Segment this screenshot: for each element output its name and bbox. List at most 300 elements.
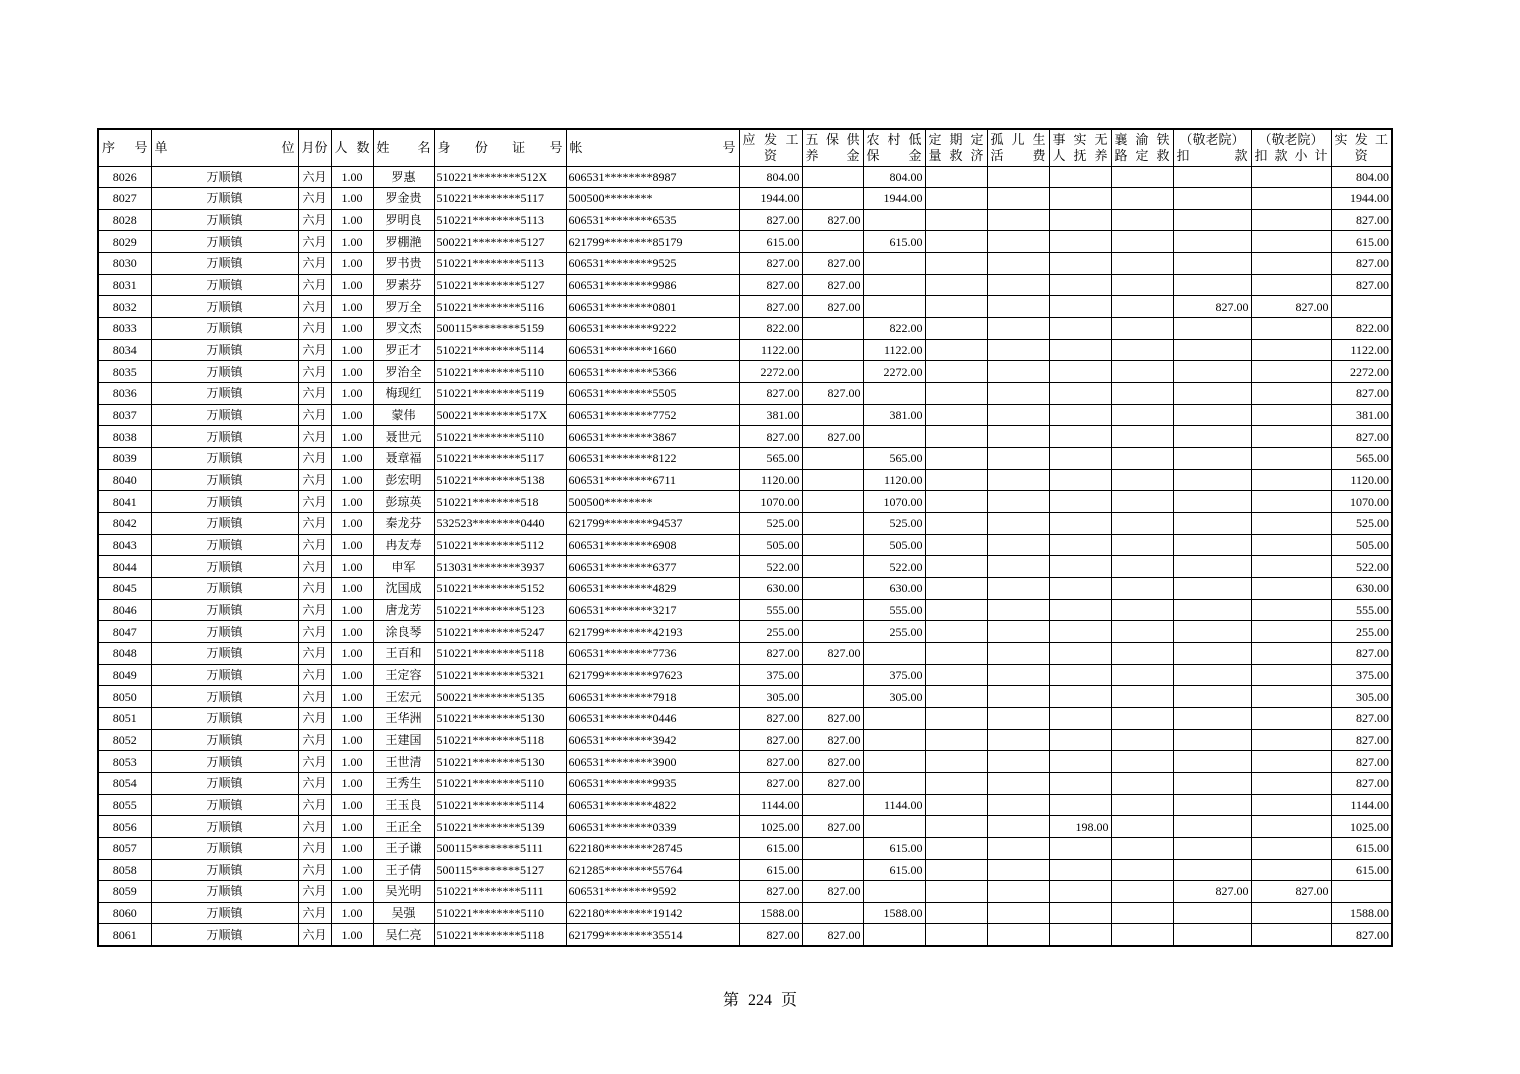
cell-shishi	[1049, 534, 1111, 556]
cell-unit: 万顺镇	[151, 686, 298, 708]
cell-wubao	[802, 577, 863, 599]
cell-jly-deduct	[1173, 426, 1251, 448]
cell-net: 827.00	[1331, 707, 1392, 729]
cell-unit: 万顺镇	[151, 166, 298, 188]
cell-seq: 8027	[98, 188, 151, 210]
cell-wubao: 827.00	[802, 772, 863, 794]
cell-name: 王秀生	[373, 772, 434, 794]
cell-guer	[987, 339, 1049, 361]
cell-month: 六月	[298, 751, 331, 773]
cell-account: 500500********	[566, 188, 739, 210]
cell-month: 六月	[298, 383, 331, 405]
cell-dibao: 555.00	[863, 599, 925, 621]
cell-net: 804.00	[1331, 166, 1392, 188]
cell-shishi	[1049, 231, 1111, 253]
cell-unit: 万顺镇	[151, 729, 298, 751]
cell-dibao	[863, 881, 925, 903]
cell-account: 606531********3217	[566, 599, 739, 621]
cell-name: 罗明良	[373, 209, 434, 231]
cell-jly-subtotal	[1251, 469, 1331, 491]
cell-dingqi	[925, 274, 987, 296]
header-label: 单 位	[154, 139, 295, 155]
cell-shishi	[1049, 253, 1111, 275]
cell-seq: 8038	[98, 426, 151, 448]
cell-month: 六月	[298, 837, 331, 859]
cell-dibao: 381.00	[863, 404, 925, 426]
cell-unit: 万顺镇	[151, 902, 298, 924]
cell-dingqi	[925, 253, 987, 275]
cell-jly-subtotal	[1251, 556, 1331, 578]
cell-dibao	[863, 274, 925, 296]
cell-jly-subtotal	[1251, 426, 1331, 448]
header-jly-subtotal	[1251, 129, 1331, 166]
cell-dibao: 505.00	[863, 534, 925, 556]
cell-wubao	[802, 318, 863, 340]
cell-jly-deduct	[1173, 404, 1251, 426]
table-row	[98, 253, 1392, 275]
cell-dibao: 1122.00	[863, 339, 925, 361]
cell-name: 罗治全	[373, 361, 434, 383]
cell-seq: 8052	[98, 729, 151, 751]
cell-seq: 8032	[98, 296, 151, 318]
cell-xiangyu	[1111, 599, 1173, 621]
cell-wubao	[802, 491, 863, 513]
cell-name: 王子谦	[373, 837, 434, 859]
cell-xiangyu	[1111, 707, 1173, 729]
cell-net: 565.00	[1331, 448, 1392, 470]
table-row	[98, 599, 1392, 621]
cell-dingqi	[925, 188, 987, 210]
header-id-card	[434, 129, 566, 166]
cell-jly-subtotal: 827.00	[1251, 881, 1331, 903]
cell-shishi	[1049, 859, 1111, 881]
cell-jly-deduct	[1173, 209, 1251, 231]
cell-jly-deduct	[1173, 642, 1251, 664]
cell-unit: 万顺镇	[151, 621, 298, 643]
cell-id-card: 510221********5117	[434, 188, 566, 210]
table-row	[98, 902, 1392, 924]
cell-id-card: 510221********5139	[434, 816, 566, 838]
cell-jly-deduct	[1173, 513, 1251, 535]
table-row	[98, 751, 1392, 773]
cell-gross: 565.00	[739, 448, 802, 470]
cell-net: 305.00	[1331, 686, 1392, 708]
cell-shishi	[1049, 577, 1111, 599]
cell-jly-subtotal	[1251, 491, 1331, 513]
cell-unit: 万顺镇	[151, 794, 298, 816]
table-row	[98, 469, 1392, 491]
cell-id-card: 532523********0440	[434, 513, 566, 535]
cell-count: 1.00	[331, 253, 373, 275]
cell-wubao: 827.00	[802, 816, 863, 838]
cell-month: 六月	[298, 448, 331, 470]
cell-id-card: 510221********5114	[434, 339, 566, 361]
cell-month: 六月	[298, 491, 331, 513]
cell-guer	[987, 686, 1049, 708]
page-number: 第 224 页	[722, 992, 797, 1009]
cell-jly-deduct	[1173, 318, 1251, 340]
cell-wubao: 827.00	[802, 751, 863, 773]
cell-gross: 827.00	[739, 707, 802, 729]
cell-guer	[987, 491, 1049, 513]
cell-account: 606531********7736	[566, 642, 739, 664]
header-label-line1: 农 村 低	[866, 131, 922, 147]
cell-wubao	[802, 469, 863, 491]
cell-wubao: 827.00	[802, 209, 863, 231]
cell-net: 630.00	[1331, 577, 1392, 599]
cell-dibao: 1120.00	[863, 469, 925, 491]
header-count	[331, 129, 373, 166]
cell-dingqi	[925, 448, 987, 470]
cell-wubao: 827.00	[802, 881, 863, 903]
cell-count: 1.00	[331, 621, 373, 643]
header-label-line2: 保 金	[866, 147, 922, 163]
cell-id-card: 510221********5123	[434, 599, 566, 621]
cell-unit: 万顺镇	[151, 881, 298, 903]
cell-name: 罗素芬	[373, 274, 434, 296]
cell-dibao: 1944.00	[863, 188, 925, 210]
cell-guer	[987, 404, 1049, 426]
cell-net: 827.00	[1331, 383, 1392, 405]
cell-dibao	[863, 751, 925, 773]
cell-xiangyu	[1111, 902, 1173, 924]
table-row	[98, 231, 1392, 253]
cell-wubao: 827.00	[802, 642, 863, 664]
cell-dingqi	[925, 599, 987, 621]
cell-guer	[987, 881, 1049, 903]
cell-unit: 万顺镇	[151, 404, 298, 426]
cell-dingqi	[925, 361, 987, 383]
cell-dingqi	[925, 166, 987, 188]
cell-name: 罗金贵	[373, 188, 434, 210]
cell-guer	[987, 469, 1049, 491]
cell-jly-subtotal	[1251, 209, 1331, 231]
cell-jly-subtotal	[1251, 253, 1331, 275]
header-row	[98, 129, 1392, 166]
cell-name: 秦龙芬	[373, 513, 434, 535]
cell-account: 606531********6711	[566, 469, 739, 491]
cell-shishi	[1049, 318, 1111, 340]
cell-net: 827.00	[1331, 772, 1392, 794]
cell-shishi	[1049, 296, 1111, 318]
cell-month: 六月	[298, 642, 331, 664]
header-account	[566, 129, 739, 166]
cell-account: 606531********9592	[566, 881, 739, 903]
cell-wubao	[802, 166, 863, 188]
cell-shishi	[1049, 383, 1111, 405]
cell-shishi	[1049, 794, 1111, 816]
cell-month: 六月	[298, 166, 331, 188]
cell-name: 申军	[373, 556, 434, 578]
cell-seq: 8037	[98, 404, 151, 426]
cell-seq: 8056	[98, 816, 151, 838]
cell-name: 王世清	[373, 751, 434, 773]
cell-seq: 8046	[98, 599, 151, 621]
cell-count: 1.00	[331, 772, 373, 794]
cell-unit: 万顺镇	[151, 707, 298, 729]
cell-gross: 1120.00	[739, 469, 802, 491]
cell-gross: 827.00	[739, 642, 802, 664]
table-row	[98, 881, 1392, 903]
cell-shishi	[1049, 513, 1111, 535]
cell-xiangyu	[1111, 881, 1173, 903]
cell-guer	[987, 231, 1049, 253]
cell-name: 冉友寿	[373, 534, 434, 556]
header-label: 姓 名	[376, 139, 431, 155]
cell-unit: 万顺镇	[151, 296, 298, 318]
cell-unit: 万顺镇	[151, 491, 298, 513]
cell-jly-deduct	[1173, 253, 1251, 275]
cell-account: 606531********5366	[566, 361, 739, 383]
cell-wubao	[802, 664, 863, 686]
cell-xiangyu	[1111, 253, 1173, 275]
cell-name: 涂良琴	[373, 621, 434, 643]
cell-shishi	[1049, 426, 1111, 448]
cell-month: 六月	[298, 556, 331, 578]
cell-seq: 8040	[98, 469, 151, 491]
cell-unit: 万顺镇	[151, 924, 298, 946]
cell-unit: 万顺镇	[151, 837, 298, 859]
cell-seq: 8044	[98, 556, 151, 578]
cell-dingqi	[925, 621, 987, 643]
cell-guer	[987, 448, 1049, 470]
cell-shishi	[1049, 707, 1111, 729]
cell-wubao	[802, 513, 863, 535]
header-label-line1: 五 保 供	[805, 131, 860, 147]
cell-name: 彭宏明	[373, 469, 434, 491]
cell-wubao	[802, 794, 863, 816]
cell-dibao	[863, 383, 925, 405]
cell-wubao: 827.00	[802, 274, 863, 296]
cell-guer	[987, 664, 1049, 686]
cell-gross: 1944.00	[739, 188, 802, 210]
cell-month: 六月	[298, 599, 331, 621]
cell-count: 1.00	[331, 881, 373, 903]
cell-jly-subtotal	[1251, 751, 1331, 773]
cell-dibao	[863, 924, 925, 946]
cell-account: 500500********	[566, 491, 739, 513]
cell-gross: 255.00	[739, 621, 802, 643]
table-row	[98, 816, 1392, 838]
cell-name: 吴仁亮	[373, 924, 434, 946]
cell-gross: 804.00	[739, 166, 802, 188]
cell-dingqi	[925, 491, 987, 513]
cell-jly-deduct	[1173, 924, 1251, 946]
cell-seq: 8057	[98, 837, 151, 859]
cell-net: 375.00	[1331, 664, 1392, 686]
cell-dingqi	[925, 534, 987, 556]
cell-xiangyu	[1111, 513, 1173, 535]
cell-xiangyu	[1111, 448, 1173, 470]
cell-unit: 万顺镇	[151, 188, 298, 210]
cell-dibao: 615.00	[863, 837, 925, 859]
cell-seq: 8055	[98, 794, 151, 816]
cell-name: 罗书贵	[373, 253, 434, 275]
cell-dibao: 615.00	[863, 859, 925, 881]
cell-id-card: 510221********5130	[434, 751, 566, 773]
cell-guer	[987, 924, 1049, 946]
cell-id-card: 500221********517X	[434, 404, 566, 426]
cell-wubao	[802, 231, 863, 253]
table-row	[98, 577, 1392, 599]
cell-wubao: 827.00	[802, 707, 863, 729]
header-label-line1: 应 发 工	[742, 131, 799, 147]
cell-dingqi	[925, 881, 987, 903]
cell-account: 606531********8122	[566, 448, 739, 470]
cell-seq: 8061	[98, 924, 151, 946]
cell-gross: 827.00	[739, 924, 802, 946]
cell-net: 555.00	[1331, 599, 1392, 621]
cell-xiangyu	[1111, 166, 1173, 188]
cell-net: 1070.00	[1331, 491, 1392, 513]
cell-jly-deduct	[1173, 188, 1251, 210]
cell-wubao	[802, 361, 863, 383]
cell-wubao	[802, 837, 863, 859]
cell-gross: 381.00	[739, 404, 802, 426]
cell-jly-deduct	[1173, 534, 1251, 556]
cell-wubao	[802, 686, 863, 708]
cell-gross: 827.00	[739, 274, 802, 296]
header-label: 帐 号	[569, 139, 736, 155]
cell-account: 606531********9986	[566, 274, 739, 296]
header-label: 身 份 证 号	[437, 139, 563, 155]
cell-net: 1122.00	[1331, 339, 1392, 361]
cell-dibao	[863, 642, 925, 664]
cell-jly-subtotal	[1251, 837, 1331, 859]
cell-month: 六月	[298, 621, 331, 643]
cell-net: 822.00	[1331, 318, 1392, 340]
cell-account: 606531********1660	[566, 339, 739, 361]
cell-seq: 8026	[98, 166, 151, 188]
cell-count: 1.00	[331, 534, 373, 556]
cell-id-card: 500115********5159	[434, 318, 566, 340]
cell-net: 522.00	[1331, 556, 1392, 578]
cell-gross: 1025.00	[739, 816, 802, 838]
cell-month: 六月	[298, 361, 331, 383]
cell-month: 六月	[298, 924, 331, 946]
cell-dingqi	[925, 513, 987, 535]
header-label-line2: 扣 款 小 计	[1254, 147, 1328, 163]
cell-month: 六月	[298, 296, 331, 318]
cell-guer	[987, 534, 1049, 556]
cell-dibao	[863, 253, 925, 275]
cell-account: 621285********55764	[566, 859, 739, 881]
cell-id-card: 510221********5114	[434, 794, 566, 816]
cell-shishi	[1049, 924, 1111, 946]
cell-name: 彭琼英	[373, 491, 434, 513]
cell-count: 1.00	[331, 231, 373, 253]
cell-gross: 827.00	[739, 751, 802, 773]
cell-dingqi	[925, 556, 987, 578]
cell-account: 606531********6908	[566, 534, 739, 556]
cell-name: 王定容	[373, 664, 434, 686]
cell-seq: 8029	[98, 231, 151, 253]
cell-jly-subtotal	[1251, 513, 1331, 535]
cell-jly-deduct	[1173, 707, 1251, 729]
cell-seq: 8035	[98, 361, 151, 383]
cell-xiangyu	[1111, 383, 1173, 405]
cell-net: 615.00	[1331, 859, 1392, 881]
cell-seq: 8058	[98, 859, 151, 881]
cell-shishi	[1049, 188, 1111, 210]
cell-count: 1.00	[331, 642, 373, 664]
cell-count: 1.00	[331, 707, 373, 729]
cell-month: 六月	[298, 772, 331, 794]
cell-jly-subtotal: 827.00	[1251, 296, 1331, 318]
cell-account: 621799********97623	[566, 664, 739, 686]
cell-jly-subtotal	[1251, 816, 1331, 838]
cell-jly-subtotal	[1251, 729, 1331, 751]
cell-seq: 8059	[98, 881, 151, 903]
cell-dibao: 565.00	[863, 448, 925, 470]
cell-gross: 827.00	[739, 426, 802, 448]
header-label-line2: 人 抚 养	[1052, 147, 1108, 163]
table-row	[98, 513, 1392, 535]
cell-net: 1120.00	[1331, 469, 1392, 491]
cell-dibao: 615.00	[863, 231, 925, 253]
cell-jly-subtotal	[1251, 642, 1331, 664]
cell-xiangyu	[1111, 231, 1173, 253]
cell-xiangyu	[1111, 859, 1173, 881]
cell-xiangyu	[1111, 534, 1173, 556]
cell-guer	[987, 642, 1049, 664]
cell-net: 2272.00	[1331, 361, 1392, 383]
cell-gross: 305.00	[739, 686, 802, 708]
cell-shishi	[1049, 361, 1111, 383]
cell-count: 1.00	[331, 729, 373, 751]
cell-jly-subtotal	[1251, 599, 1331, 621]
cell-account: 606531********7752	[566, 404, 739, 426]
cell-xiangyu	[1111, 837, 1173, 859]
table-row	[98, 274, 1392, 296]
cell-id-card: 510221********5138	[434, 469, 566, 491]
cell-unit: 万顺镇	[151, 859, 298, 881]
table-row	[98, 859, 1392, 881]
cell-net: 827.00	[1331, 274, 1392, 296]
cell-net: 1588.00	[1331, 902, 1392, 924]
cell-id-card: 510221********5118	[434, 729, 566, 751]
cell-jly-subtotal	[1251, 794, 1331, 816]
cell-account: 621799********94537	[566, 513, 739, 535]
cell-dibao: 2272.00	[863, 361, 925, 383]
cell-dibao: 630.00	[863, 577, 925, 599]
cell-gross: 555.00	[739, 599, 802, 621]
cell-net: 1944.00	[1331, 188, 1392, 210]
cell-net	[1331, 296, 1392, 318]
cell-unit: 万顺镇	[151, 318, 298, 340]
cell-seq: 8028	[98, 209, 151, 231]
cell-unit: 万顺镇	[151, 383, 298, 405]
cell-dibao	[863, 729, 925, 751]
cell-id-card: 510221********518	[434, 491, 566, 513]
cell-net: 381.00	[1331, 404, 1392, 426]
cell-unit: 万顺镇	[151, 751, 298, 773]
cell-wubao	[802, 599, 863, 621]
header-label-line2: 养 金	[805, 147, 860, 163]
header-seq	[98, 129, 151, 166]
cell-jly-subtotal	[1251, 383, 1331, 405]
cell-seq: 8030	[98, 253, 151, 275]
header-label-line1: 孤 儿 生	[990, 131, 1046, 147]
cell-dibao: 1588.00	[863, 902, 925, 924]
cell-dingqi	[925, 426, 987, 448]
header-xiangyu	[1111, 129, 1173, 166]
cell-seq: 8036	[98, 383, 151, 405]
cell-shishi	[1049, 556, 1111, 578]
cell-jly-deduct	[1173, 751, 1251, 773]
cell-wubao	[802, 534, 863, 556]
header-name	[373, 129, 434, 166]
